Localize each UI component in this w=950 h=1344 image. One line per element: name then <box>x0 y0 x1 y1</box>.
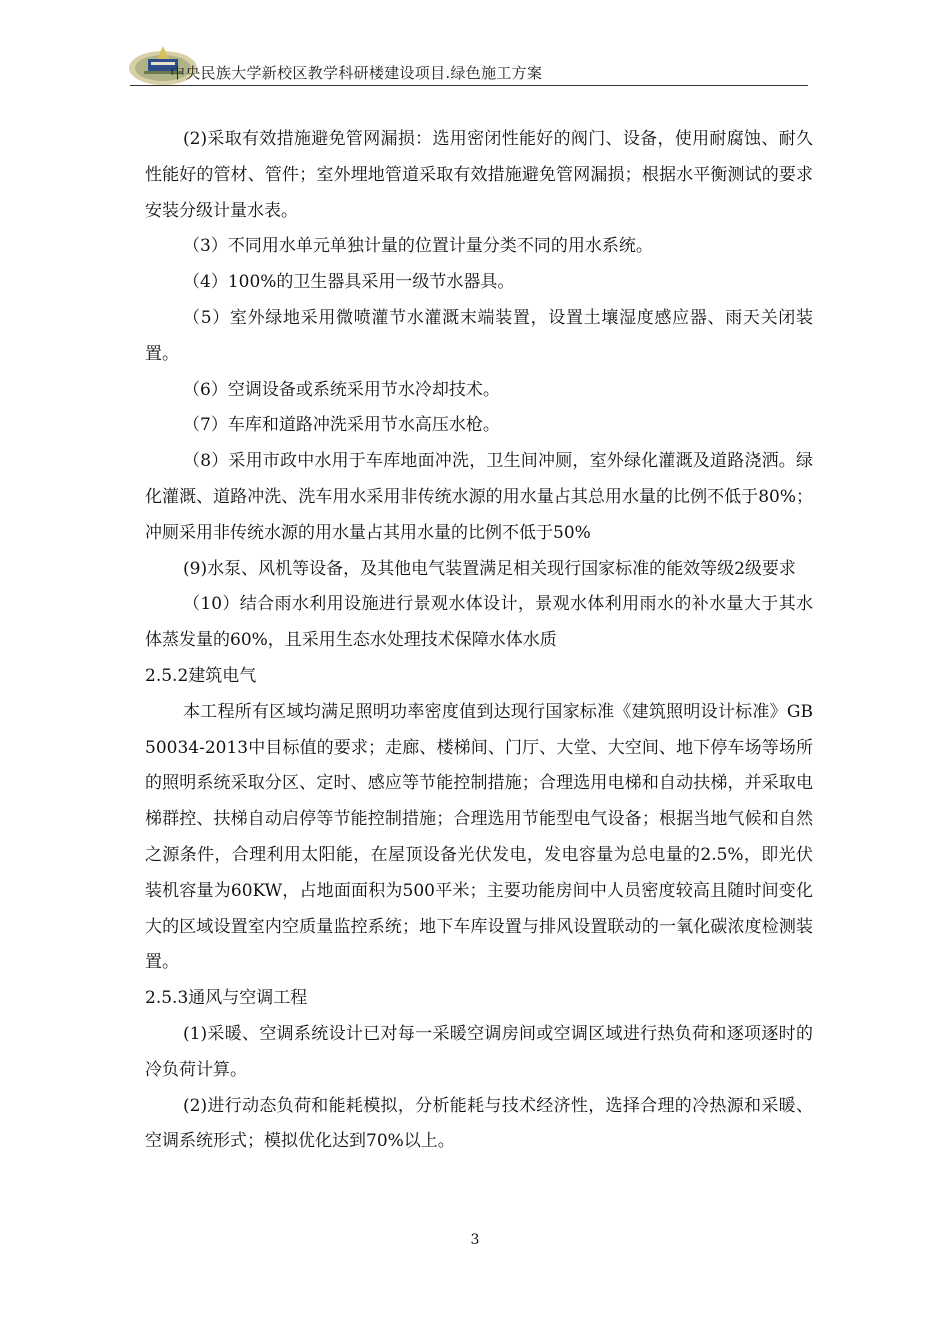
section-heading: 2.5.3通风与空调工程 <box>145 988 308 1009</box>
section-heading: 2.5.2建筑电气 <box>145 665 257 686</box>
paragraph: （7）车库和道路冲洗采用节水高压水枪。 <box>183 415 500 436</box>
page-header <box>128 42 808 88</box>
paragraph: (1)采暖、空调系统设计已对每一采暖空调房间或空调区域进行热负荷和逐项逐时的冷负荷计算。 <box>145 1023 813 1080</box>
document-body <box>145 122 813 1160</box>
paragraph: (2)采取有效措施避免管网漏损：选用密闭性能好的阀门、设备，使用耐腐蚀、耐久性能好的管材、管件；室外埋地管道采取有效措施避免管网漏损；根据水平衡测试的要求安装分级计量水表。 <box>145 129 813 221</box>
paragraph: (2)进行动态负荷和能耗模拟，分析能耗与技术经济性，选择合理的冷热源和采暖、空调系统形式；模拟优化达到70%以上。 <box>145 1095 813 1152</box>
paragraph: （8）采用市政中水用于车库地面冲洗，卫生间冲厕，室外绿化灌溉及道路浇洒。绿化灌溉、道路冲洗、洗车用水采用非传统水源的用水量占其总用水量的比例不低于80%；冲厕采用非传统水源的用水量占其用水量的比例不低于50% <box>145 451 813 543</box>
paragraph: （3）不同用水单元单独计量的位置计量分类不同的用水系统。 <box>183 236 653 257</box>
paragraph: 本工程所有区域均满足照明功率密度值到达现行国家标准《建筑照明设计标准》GB 50034-2013中目标值的要求；走廊、楼梯间、门厅、大堂、大空间、地下停车场等场所的照明系统采取分区、定时、感应等节能控制措施；合理选用电梯和自动扶梯，并采取电梯群控、扶梯自动启停等节能控制措施；合理选用节能型电气设备；根据当地气候和自然之源条件，合理利用太阳能，在屋顶设备光伏发电，发电容量为总电量的2.5%，即光伏装机容量为60KW，占地面面积为500平米；主要功能房间中人员密度较高且随时间变化大的区域设置室内空质量监控系统；地下车库设置与排风设置联动的一氧化碳浓度检测装置。 <box>145 701 813 973</box>
paragraph: （4）100%的卫生器具采用一级节水器具。 <box>183 272 515 293</box>
paragraph: （5）室外绿地采用微喷灌节水灌溉末端装置，设置土壤湿度感应器、雨天关闭装置。 <box>145 307 813 364</box>
paragraph: (9)水泵、风机等设备，及其他电气装置满足相关现行国家标准的能效等级2级要求 <box>183 558 796 579</box>
header-title: 中央民族大学新校区教学科研楼建设项目.绿色施工方案 <box>170 64 543 82</box>
paragraph: （6）空调设备或系统采用节水冷却技术。 <box>183 379 500 400</box>
page-number: 3 <box>470 1232 480 1248</box>
paragraph: （10）结合雨水利用设施进行景观水体设计，景观水体利用雨水的补水量大于其水体蒸发量的60%，且采用生态水处理技术保障水体水质 <box>145 594 813 651</box>
header-divider <box>130 85 808 86</box>
